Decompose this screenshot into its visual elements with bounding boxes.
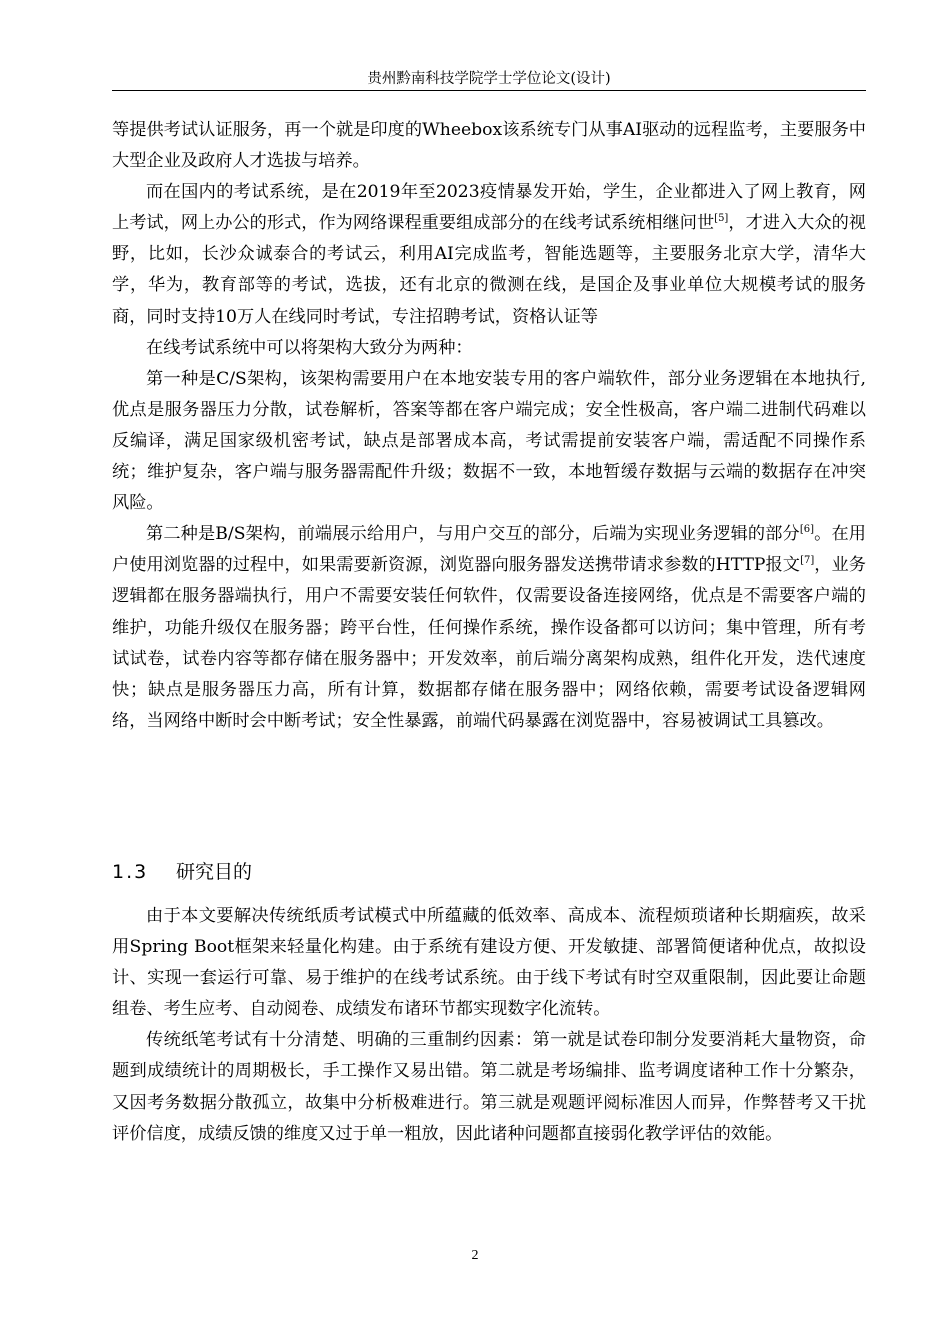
paragraph-5-text-cont2: ，业务逻辑都在服务器端执行，用户不需要安装任何软件，仅需要设备连接网络，优点是不需要客户端的维护，功能升级仅在服务器；跨平台性，任何操作系统，操作设备都可以访问；集中管理，所有考试试卷，试卷内容等都存储在服务器中；开发效率，前后端分离架构成熟，组件化开发，迭代速度快；缺点是服务器压力高，所有计算，数据都存储在服务器中；网络依赖，需要考试设备逻辑网络，当网络中断时会中断考试；安全性暴露，前端代码暴露在浏览器中，容易被调试工具篡改。 <box>112 555 866 731</box>
paragraph-6: 由于本文要解决传统纸质考试模式中所蕴藏的低效率、高成本、流程烦琐诸种长期痼疾，故采用Spring Boot框架来轻量化构建。由于系统有建设方便、开发敏捷、部署简便诸种优点，故拟设计、实现一套运行可靠、易于维护的在线考试系统。由于线下考试有时空双重限制，因此要让命题组卷、考生应考、自动阅卷、成绩发布诸环节都实现数字化流转。 <box>112 906 866 1020</box>
citation-ref: [5] <box>714 213 729 225</box>
citation-ref: [7] <box>800 555 815 567</box>
paragraph-5-text-cont: 。在用户使用浏览器的过程中，如果需要新资源，浏览器向服务器发送携带请求参数的HTTP报文 <box>112 524 866 576</box>
citation-ref: [6] <box>799 524 815 536</box>
section-number: 1.3 <box>112 861 149 883</box>
paragraph-7: 传统纸笔考试有十分清楚、明确的三重制约因素：第一就是试卷印制分发要消耗大量物资，命题到成绩统计的周期极长，手工操作又易出错。第二就是考场编排、监考调度诸种工作十分繁杂，又因考务数据分散孤立，故集中分析极难进行。第三就是观题评阅标准因人而异，作弊替考又干扰评价信度，成绩反馈的维度又过于单一粗放，因此诸种问题都直接弱化教学评估的效能。 <box>112 1030 866 1144</box>
paragraph-2-text-cont: ，才进入大众的视野，比如，长沙众诚泰合的考试云，利用AI完成监考，智能选题等，主要服务北京大学，清华大学，华为，教育部等的考试，选拔，还有北京的微测在线，是国企及事业单位大规模考试的服务商，同时支持10万人在线同时考试，专注招聘考试，资格认证等 <box>112 213 866 327</box>
paragraph-2-text: 而在国内的考试系统，是在2019年至2023疫情暴发开始，学生，企业都进入了网上教育，网上考试，网上办公的形式，作为网络课程重要组成部分的在线考试系统相继问世 <box>112 182 866 234</box>
body-text-lower <box>112 901 866 1150</box>
body-text-upper <box>112 115 866 737</box>
page-number: 2 <box>471 1248 479 1263</box>
header-rule <box>112 90 866 91</box>
paragraph-5-text: 第二种是B/S架构，前端展示给用户，与用户交互的部分，后端为实现业务逻辑的部分 <box>146 524 800 545</box>
paragraph-1: 等提供考试认证服务，再一个就是印度的Wheebox该系统专门从事AI驱动的远程监考，主要服务中大型企业及政府人才选拔与培养。 <box>112 120 866 172</box>
paragraph-2 <box>112 177 866 332</box>
section-heading <box>112 858 866 886</box>
paragraph-5 <box>112 519 866 737</box>
section-title: 研究目的 <box>176 861 253 883</box>
page-header: 贵州黔南科技学院学士学位论文(设计) <box>367 71 611 87</box>
paragraph-3: 在线考试系统中可以将架构大致分为两种： <box>146 337 473 358</box>
paragraph-4: 第一种是C/S架构，该架构需要用户在本地安装专用的客户端软件，部分业务逻辑在本地执行,优点是服务器压力分散，试卷解析，答案等都在客户端完成；安全性极高，客户端二进制代码难以反编译，满足国家级机密考试，缺点是部署成本高，考试需提前安装客户端，需适配不同操作系统；维护复杂，客户端与服务器需配件升级；数据不一致，本地暂缓存数据与云端的数据存在冲突风险。 <box>112 368 866 514</box>
